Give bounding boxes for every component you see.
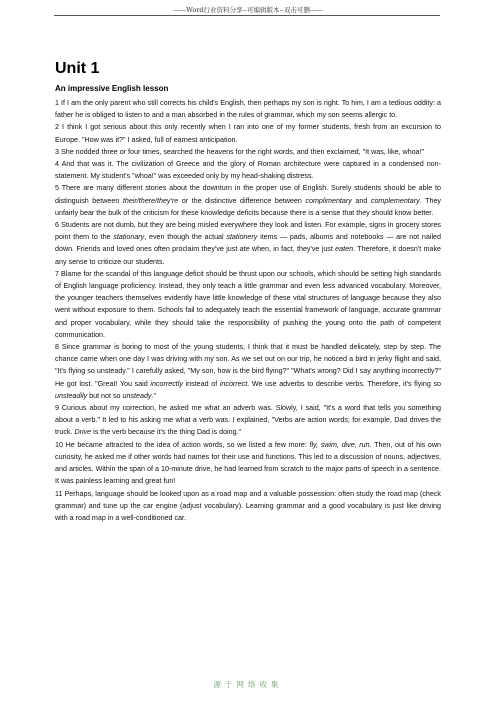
paragraph-text: 8 Since grammar is boring to most of the young students, I think that it must be handled delicately, step by step. The chance came when one day I was driving with my son. As we set out on our trip, he noticed a bird in jerky flight and said, "It's flying so unsteady." I carefully asked, "My son, how is the bird flying?" "What's wrong? Did I say anything incorrectly?" He got lost. "Great! You said: [55, 343, 441, 388]
paragraph-text: 1 If I am the only parent who still corrects his child's English, then perhaps my son is right. To him, I am a tedious oddity: a father he is obliged to listen to and a man absorbed in the rules of grammar, which my son seems allergic to.: [55, 99, 441, 120]
italic-term: incorrect: [219, 379, 248, 388]
paragraph-text: .": [151, 391, 157, 400]
paragraph-text: 2 I think I got serious about this only recently when I ran into one of my former students, fresh from an excursion to Europe. "How was it?" I asked, full of earnest anticipation.: [55, 123, 441, 144]
paragraph-text: , even though the actual: [144, 233, 227, 242]
paragraph-text: 3 She nodded three or four times, searched the heavens for the right words, and then exclaimed, "It was, like, whoa!": [55, 147, 425, 156]
italic-term: eaten: [335, 245, 354, 254]
italic-term: their/there/they're: [122, 196, 179, 205]
paragraph-text: instead of: [182, 379, 220, 388]
unit-title: Unit 1: [55, 60, 100, 77]
paragraph-9: [55, 402, 441, 439]
paragraph-text: . Therefore, it doesn't make any sense to criticize our students.: [55, 245, 441, 266]
paragraph-text: and: [351, 196, 371, 205]
italic-term: complementary: [370, 196, 420, 205]
paragraph-2: [55, 121, 441, 145]
page-header: ——Word行业资料分享--可编辑版本--双击可删——: [173, 6, 323, 14]
italic-term: unsteady: [122, 391, 152, 400]
paragraph-7: [55, 268, 441, 341]
paragraph-4: [55, 158, 441, 182]
paragraph-11: [55, 488, 441, 525]
italic-term: stationery: [226, 233, 258, 242]
paragraph-text: 9 Curious about my correction, he asked me what an adverb was. Slowly, I said, "It's a word that tells you something about a verb." It led to his asking me what a verb was. I explained, "Verbs are action words; for example, Dad drives the truck.: [55, 404, 441, 437]
paragraph-text: when, in fact, they've just: [249, 245, 336, 254]
italic-term: fly, swim, dive, run: [309, 440, 370, 449]
page-footer: 源于网络收集: [213, 680, 283, 689]
paragraph-text: 6 Students are not dumb, but they are being misled everywhere they look and listen. For example, signs in grocery stores point them to the: [55, 221, 441, 242]
italic-term: stationary: [113, 233, 145, 242]
paragraph-text: items — pads, albums and notebooks — are not nailed down. Friends and loved ones often proclaim they've just: [55, 233, 441, 254]
paragraph-text: 11 Perhaps, language should be looked upon as a road map and a valuable possession: often study the road map (check grammar) and tune up the car engine (adjust vocabulary). Learning grammar and a good vocabulary is just like driving with a road map in a well-conditioned car.: [55, 489, 441, 522]
italic-term: ate: [239, 245, 250, 254]
paragraph-text: 7 Blame for the scandal of this language deficit should be thrust upon our schools, which should be setting high standards of English language proficiency. Instead, they only teach a little grammar and even less advanced vocabulary. Moreover, the younger teachers themselves evidently have little knowledge of these vital structures of language because they also went without exposure to them. Schools fail to adequately teach the essential framework of language, accurate grammar and proper vocabulary, while they should take the responsibility of pushing the young onto the path of competent communication.: [55, 269, 441, 339]
paragraph-text: but not so: [87, 391, 123, 400]
paragraph-text: is the verb because it's the thing Dad is doing.": [91, 428, 242, 437]
italic-term: unsteadily: [55, 391, 88, 400]
paragraph-8: [55, 341, 441, 402]
paragraph-1: [55, 97, 441, 121]
paragraph-5: [55, 182, 441, 219]
paragraph-text: 4 And that was it. The civilization of Greece and the glory of Roman architecture were captured in a condensed non-statement. My student's "whoa!" was exceeded only by my head-shaking distress.: [55, 160, 441, 181]
italic-term: complimentary: [305, 196, 352, 205]
paragraph-6: [55, 219, 441, 268]
italic-term: Drive: [74, 428, 92, 437]
header-rule: [54, 15, 440, 16]
article-body: [55, 97, 441, 524]
lesson-subtitle: An impressive English lesson: [55, 84, 169, 93]
paragraph-10: [55, 439, 441, 488]
paragraph-text: . They unfairly bear the bulk of the criticism for these knowledge deficits because there is a sense that they should know better.: [55, 196, 441, 217]
paragraph-3: [55, 146, 441, 158]
paragraph-text: 10 He became attracted to the idea of action words, so we listed a few more:: [55, 440, 310, 449]
paragraph-text: . We use adverbs to describe verbs. Therefore, it's flying so: [247, 379, 441, 388]
paragraph-text: 5 There are many different stories about the downturn in the proper use of English. Surely students should be able to distinguish between: [55, 184, 441, 205]
italic-term: incorrectly: [150, 379, 183, 388]
paragraph-text: . Then, out of his own curiosity, he asked me if other words had names for their use and functions. This led to a discussion of nouns, adjectives, and articles. Within the span of a 10-minute drive, he had learned from scratch to the major parts of speech in a sentence. It was painless learning and great fun!: [55, 440, 441, 486]
paragraph-text: or the distinctive difference between: [178, 196, 306, 205]
